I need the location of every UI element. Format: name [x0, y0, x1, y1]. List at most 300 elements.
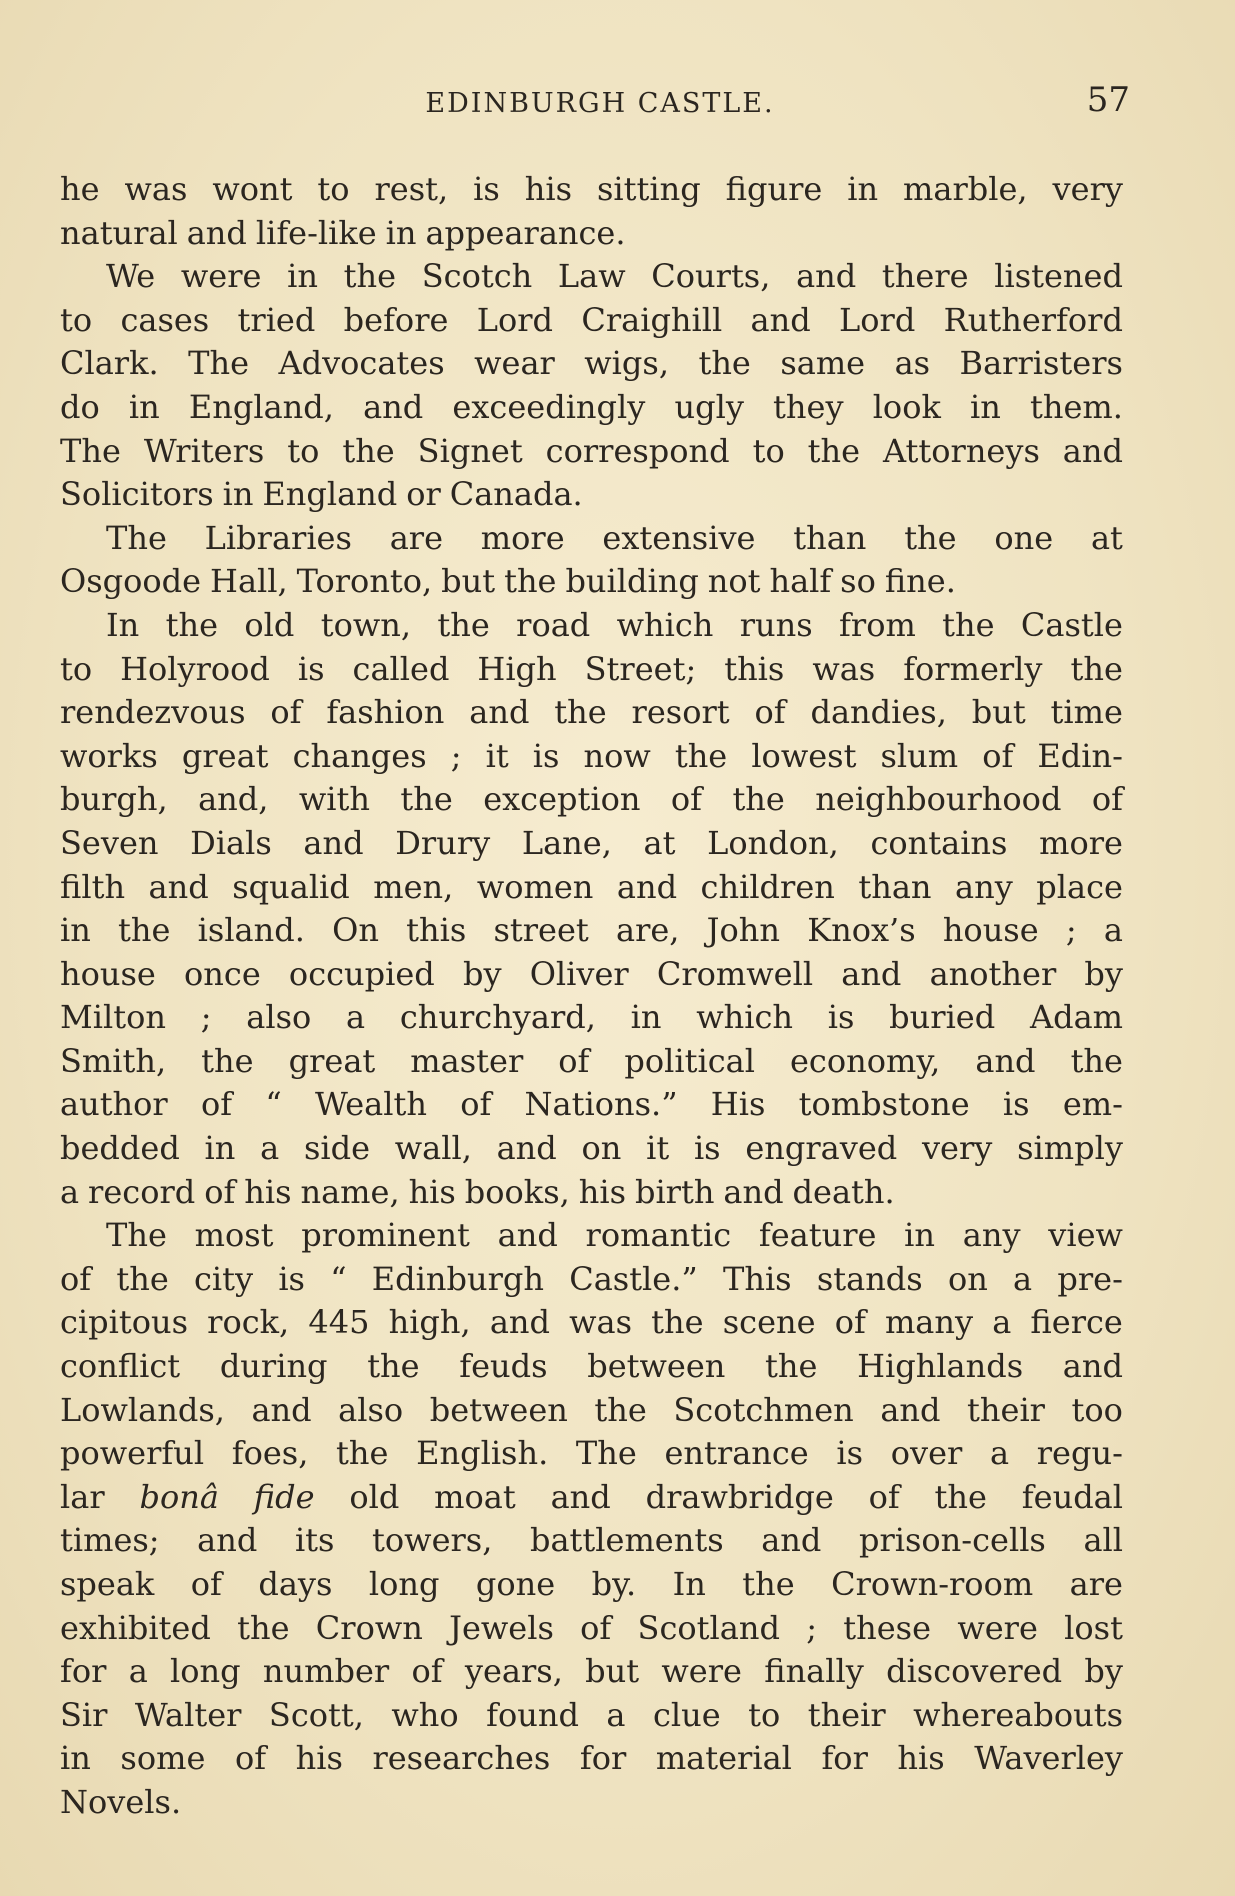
word: them. — [1030, 387, 1123, 426]
word: wall, — [394, 1129, 472, 1168]
word: and — [197, 1521, 258, 1560]
word: rendezvous — [60, 693, 246, 732]
word: clue — [652, 1695, 721, 1734]
word: author — [60, 1085, 168, 1124]
word: books, — [464, 1172, 570, 1211]
word: wont — [212, 170, 293, 208]
text-line — [60, 822, 1123, 866]
word: political — [624, 1041, 755, 1080]
word: were — [180, 257, 262, 296]
text-line — [60, 996, 1123, 1040]
word: half — [769, 562, 832, 601]
word: the — [904, 518, 957, 557]
word: Attorneys — [882, 431, 1040, 470]
word: scene — [722, 1303, 816, 1342]
word: Lord — [839, 300, 916, 339]
word: Smith, — [60, 1041, 167, 1080]
word: high, — [388, 1303, 471, 1342]
text-line — [60, 1476, 1123, 1520]
word: for — [60, 1652, 107, 1691]
word: Castle — [1020, 605, 1123, 644]
word: moat — [434, 1477, 516, 1516]
word: the — [400, 780, 453, 819]
text-line — [60, 1519, 1123, 1563]
word: battlements — [529, 1521, 724, 1560]
word: to — [60, 300, 93, 339]
text-line — [60, 517, 1123, 561]
word: the — [1070, 1041, 1123, 1080]
word: over — [890, 1434, 963, 1473]
word: prominent — [301, 1216, 470, 1255]
text-line — [60, 386, 1123, 430]
word: and — [796, 257, 857, 296]
word: and — [723, 1172, 784, 1211]
text-line — [60, 1040, 1123, 1084]
word: fide — [253, 1477, 315, 1516]
word: Edinburgh — [371, 1259, 544, 1298]
word: he — [60, 170, 100, 208]
word: Signet — [417, 431, 523, 470]
text-line — [60, 342, 1123, 386]
word: for — [821, 1739, 868, 1778]
word: Lord — [476, 300, 554, 339]
word: extensive — [602, 518, 756, 557]
word: between — [429, 1390, 568, 1429]
word: conflict — [60, 1347, 181, 1386]
word: look — [872, 387, 941, 426]
word: men, — [373, 867, 454, 906]
word: more — [480, 518, 565, 557]
word: house — [60, 954, 156, 993]
word: was — [812, 649, 876, 688]
word: High — [477, 649, 557, 688]
word: material — [655, 1739, 792, 1778]
word: all — [1083, 1521, 1123, 1560]
word: but — [585, 1652, 640, 1691]
word: Advocates — [278, 344, 445, 383]
word: and — [1062, 1347, 1123, 1386]
word: natural — [60, 213, 178, 252]
word: in — [204, 1129, 236, 1168]
word: em- — [1062, 1085, 1123, 1124]
word: bonâ — [139, 1477, 219, 1516]
word: side — [303, 1129, 371, 1168]
word: Libraries — [204, 518, 352, 557]
word: England — [262, 475, 398, 514]
word: by — [1084, 1652, 1123, 1691]
word: before — [343, 300, 449, 339]
text-line — [60, 168, 1123, 212]
word: which — [696, 998, 794, 1037]
word: is — [827, 998, 855, 1037]
text-line — [60, 473, 1123, 517]
word: in — [60, 1739, 91, 1778]
word: regu- — [1036, 1434, 1123, 1473]
word: lost — [1064, 1608, 1123, 1647]
word: Castle.” — [569, 1259, 698, 1298]
word: house — [942, 911, 1039, 950]
word: fierce — [1030, 1303, 1123, 1342]
word: in — [970, 387, 1001, 426]
word: was — [124, 170, 188, 208]
text-line — [60, 778, 1123, 822]
word: same — [780, 344, 866, 383]
word: Seven — [60, 823, 159, 862]
word: in — [385, 213, 417, 252]
word: Street; — [584, 649, 697, 688]
word: his — [244, 1172, 292, 1211]
word: is — [693, 1129, 721, 1168]
word: feature — [758, 1216, 877, 1255]
word: so — [840, 562, 876, 601]
word: Holyrood — [120, 649, 270, 688]
word: Scotland — [637, 1608, 780, 1647]
word: of — [411, 1652, 443, 1691]
word: is — [473, 170, 500, 208]
word: and — [469, 693, 530, 732]
word: runs — [739, 605, 813, 644]
word: any — [955, 867, 1013, 906]
word: Oliver — [529, 954, 629, 993]
word: and — [880, 1390, 941, 1429]
word: occupied — [288, 954, 435, 993]
word: “ — [265, 1085, 282, 1124]
word: buried — [889, 998, 996, 1037]
word: and — [550, 1477, 611, 1516]
word: sitting — [596, 170, 701, 208]
word: fashion — [326, 693, 445, 732]
word: his — [524, 170, 573, 208]
word: the — [165, 605, 219, 644]
word: In — [106, 605, 140, 644]
text-line — [60, 1781, 1123, 1825]
text-line — [60, 1694, 1123, 1738]
word: engraved — [745, 1129, 898, 1168]
word: on — [581, 1129, 622, 1168]
word: from — [839, 605, 916, 644]
text-line — [60, 430, 1123, 474]
word: at — [643, 823, 676, 862]
word: to — [60, 649, 93, 688]
word: Lane, — [521, 823, 612, 862]
word: in — [222, 475, 254, 514]
word: do — [60, 387, 100, 426]
word: this — [724, 649, 785, 688]
word: name, — [300, 1172, 400, 1211]
word: fine. — [884, 562, 956, 601]
word: of — [234, 1739, 267, 1778]
word: but — [971, 693, 1026, 732]
word: Courts, — [651, 257, 771, 296]
word: the — [343, 257, 397, 296]
word: in — [904, 1216, 936, 1255]
word: who — [391, 1695, 459, 1734]
word: is — [836, 1434, 864, 1473]
text-line — [60, 560, 1123, 604]
text-line — [60, 1345, 1123, 1389]
word: these — [843, 1608, 932, 1647]
text-line — [60, 299, 1123, 343]
word: Novels. — [60, 1782, 182, 1821]
word: filth — [60, 867, 126, 906]
word: ugly — [674, 387, 744, 426]
word: exception — [483, 780, 641, 819]
word: days — [258, 1565, 333, 1603]
word: His — [710, 1085, 766, 1124]
word: of — [1091, 780, 1123, 819]
word: on — [947, 1259, 988, 1298]
word: the — [336, 1434, 389, 1473]
word: old — [349, 1477, 400, 1516]
word: and — [303, 823, 364, 862]
word: ; — [806, 1608, 817, 1647]
word: ; — [450, 736, 462, 775]
word: stands — [816, 1259, 923, 1298]
word: dandies, — [810, 693, 947, 732]
word: of — [670, 780, 703, 819]
word: children — [700, 867, 835, 906]
word: of — [204, 1172, 236, 1211]
word: the — [116, 1259, 169, 1298]
word: were — [957, 1608, 1038, 1647]
word: a — [346, 998, 366, 1037]
word: Nations.” — [524, 1085, 678, 1124]
word: changes — [292, 736, 427, 775]
word: to — [748, 1695, 781, 1734]
word: pre- — [1057, 1259, 1123, 1298]
word: is — [532, 736, 560, 775]
word: cipitous — [60, 1303, 189, 1342]
word: On — [332, 911, 379, 950]
word: of — [558, 1041, 590, 1080]
word: the — [504, 562, 557, 601]
text-line — [60, 735, 1123, 779]
word: in — [847, 170, 879, 208]
word: island. — [197, 911, 305, 950]
word: town, — [320, 605, 412, 644]
word: a — [989, 1434, 1010, 1473]
word: Rutherford — [943, 300, 1123, 339]
word: Canada. — [449, 475, 583, 514]
word: Clark. — [60, 344, 159, 383]
word: tombstone — [798, 1085, 970, 1124]
word: Barristers — [959, 344, 1123, 383]
word: are — [389, 518, 443, 557]
word: a — [1013, 1259, 1033, 1298]
word: of — [754, 693, 786, 732]
word: and — [363, 387, 424, 426]
word: resort — [631, 693, 730, 732]
word: were — [661, 1652, 742, 1691]
word: simply — [1017, 1129, 1123, 1168]
word: street — [493, 911, 589, 950]
word: lar — [60, 1477, 105, 1516]
word: feudal — [1021, 1477, 1123, 1516]
text-line — [60, 1650, 1123, 1694]
text-line — [60, 1389, 1123, 1433]
page-number: 57 — [1086, 80, 1130, 120]
word: great — [181, 736, 269, 775]
word: Adam — [1029, 998, 1123, 1037]
word: its — [294, 1521, 335, 1560]
word: and — [841, 954, 902, 993]
word: great — [288, 1041, 376, 1080]
word: and — [148, 867, 209, 906]
word: drawbridge — [645, 1477, 834, 1516]
word: Drury — [395, 823, 491, 862]
word: the — [594, 1390, 647, 1429]
word: listened — [994, 257, 1123, 296]
word: wigs, — [584, 344, 669, 383]
word: Toronto, — [296, 562, 433, 601]
word: too — [1071, 1390, 1123, 1429]
word: Jewels — [449, 1608, 554, 1647]
word: a — [128, 1652, 148, 1691]
word: Edin- — [1037, 736, 1123, 775]
word: for — [579, 1739, 627, 1778]
word: of — [580, 1608, 612, 1647]
word: Sir — [60, 1695, 108, 1734]
word: more — [1039, 823, 1123, 862]
word: by — [1084, 954, 1123, 993]
text-line — [60, 1607, 1123, 1651]
word: The — [575, 1434, 637, 1473]
word: also — [246, 998, 312, 1037]
word: was — [569, 1303, 633, 1342]
word: to — [752, 431, 785, 470]
word: gone — [475, 1565, 556, 1603]
text-line — [60, 909, 1123, 953]
word: Scotchmen — [673, 1390, 854, 1429]
word: Dials — [190, 823, 272, 862]
word: We — [106, 257, 156, 296]
word: long — [170, 1652, 241, 1691]
word: Cromwell — [656, 954, 814, 993]
page-header — [70, 80, 1130, 130]
word: and — [496, 1129, 557, 1168]
word: their — [807, 1695, 886, 1734]
word: and — [186, 213, 247, 252]
word: city — [193, 1259, 254, 1298]
text-line — [60, 648, 1123, 692]
word: the — [807, 431, 861, 470]
word: not — [707, 562, 761, 601]
word: Scotch — [421, 257, 533, 296]
word: death. — [792, 1172, 895, 1211]
word: than — [793, 518, 867, 557]
word: is — [278, 1259, 305, 1298]
word: prison-cells — [858, 1521, 1046, 1560]
word: London, — [707, 823, 839, 862]
word: contains — [870, 823, 1008, 862]
word: in — [128, 387, 160, 426]
word: a — [260, 1129, 280, 1168]
word: and — [761, 1521, 822, 1560]
word: which — [616, 605, 714, 644]
word: by. — [591, 1565, 637, 1603]
word: or — [406, 475, 441, 514]
word: place — [1036, 867, 1123, 906]
word: are — [1069, 1565, 1123, 1603]
word: the — [934, 1477, 987, 1516]
word: of — [868, 1477, 900, 1516]
word: ; — [200, 998, 212, 1037]
word: exceedingly — [452, 387, 646, 426]
text-line — [60, 604, 1123, 648]
word: record — [88, 1172, 196, 1211]
word: tried — [237, 300, 316, 339]
word: in — [60, 911, 91, 950]
word: to — [317, 170, 350, 208]
word: in — [630, 998, 662, 1037]
word: master — [410, 1041, 524, 1080]
word: rock, — [207, 1303, 290, 1342]
word: very — [921, 1129, 993, 1168]
word: the — [118, 911, 171, 950]
word: number — [262, 1652, 390, 1691]
text-line — [60, 212, 1123, 256]
word: with — [298, 780, 370, 819]
word: as — [894, 344, 931, 383]
word: the — [367, 1347, 420, 1386]
word: they — [773, 387, 844, 426]
word: it — [485, 736, 509, 775]
word: The — [106, 518, 167, 557]
word: road — [516, 605, 591, 644]
word: Walter — [134, 1695, 242, 1734]
word: old — [244, 605, 295, 644]
word: Craighill — [581, 300, 723, 339]
running-title: EDINBURGH CASTLE. — [425, 88, 775, 119]
word: now — [583, 736, 651, 775]
word: women — [476, 867, 594, 906]
word: this — [406, 911, 467, 950]
word: speak — [60, 1565, 155, 1603]
word: whereabouts — [913, 1695, 1123, 1734]
word: the — [1070, 649, 1123, 688]
word: and, — [198, 780, 269, 819]
body-text — [60, 168, 1123, 1825]
word: the — [942, 605, 995, 644]
word: Crown — [315, 1608, 423, 1647]
word: is — [297, 649, 325, 688]
word: of — [190, 1565, 222, 1603]
word: between — [587, 1347, 726, 1386]
word: there — [881, 257, 969, 296]
word: churchyard, — [399, 998, 596, 1037]
word: the — [437, 605, 490, 644]
word: the — [201, 1041, 254, 1080]
word: romantic — [585, 1216, 732, 1255]
word: Waverley — [974, 1739, 1123, 1778]
word: a — [1103, 911, 1123, 950]
word: In — [672, 1565, 706, 1603]
word: Milton — [60, 998, 166, 1037]
word: towers, — [372, 1521, 493, 1560]
text-line — [60, 1214, 1123, 1258]
word: found — [486, 1695, 579, 1734]
word: rest, — [374, 170, 449, 208]
word: of — [460, 1085, 492, 1124]
text-line — [60, 1127, 1123, 1171]
word: and — [251, 1390, 312, 1429]
word: time — [1050, 693, 1123, 732]
word: once — [184, 954, 261, 993]
word: many — [884, 1303, 974, 1342]
text-line — [60, 1258, 1123, 1302]
word: of — [270, 693, 302, 732]
word: England, — [188, 387, 334, 426]
